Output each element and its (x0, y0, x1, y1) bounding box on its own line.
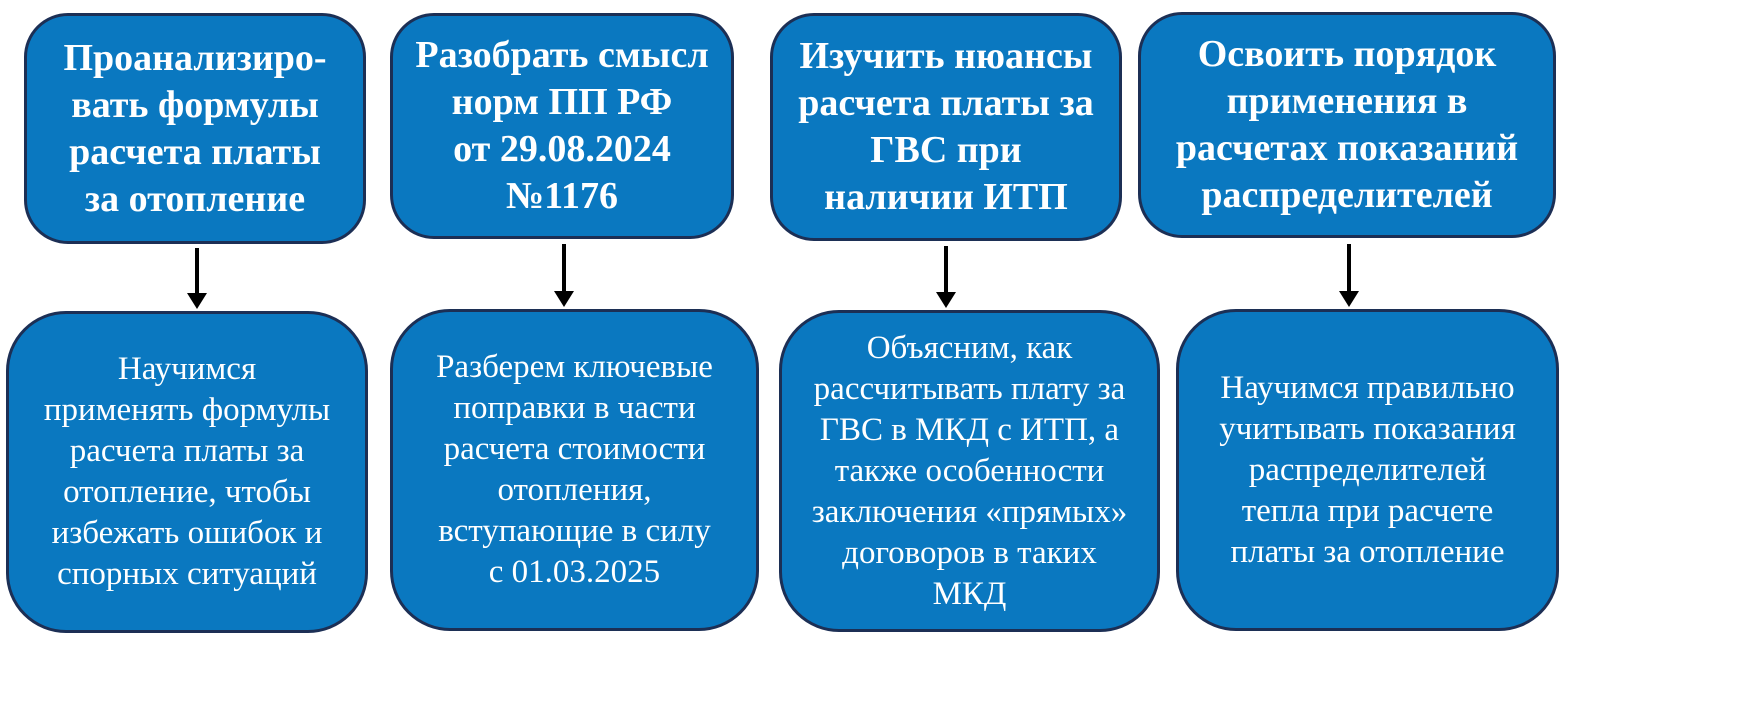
arrow-down-icon-3 (944, 246, 948, 294)
goal-box-4 (1138, 12, 1556, 238)
goal-box-3 (770, 13, 1122, 241)
goal-text-1: Проанализиро- вать формулы расчета платы за отопление (63, 36, 327, 220)
goal-text-2: Разобрать смысл норм ПП РФ от 29.08.2024 №1176 (415, 34, 709, 217)
arrow-down-icon-4 (1347, 244, 1351, 293)
outcome-text-1: Научимся применять формулы расчета платы за отопление, чтобы избежать ошибок и спорных ситуаций (43, 351, 331, 592)
outcome-text-2: Разберем ключевые поправки в части расчета стоимости отопления, вступающие в силу с 01.03.2025 (436, 349, 713, 590)
outcome-box-2 (390, 309, 759, 631)
goal-text-4: Освоить порядок применения в расчетах показаний распределителей (1175, 33, 1519, 216)
goal-box-1 (24, 13, 366, 244)
goal-box-2 (390, 13, 734, 239)
outcome-text-4: Научимся правильно учитывать показания распределителей тепла при расчете платы за отопление (1219, 369, 1516, 570)
arrow-down-icon-1 (195, 248, 199, 295)
outcome-box-1 (6, 311, 368, 633)
outcome-text-3: Объясним, как рассчитывать плату за ГВС в МКД с ИТП, а также особенности заключения «прямых» договоров в таких МКД (811, 329, 1128, 612)
goal-text-3: Изучить нюансы расчета платы за ГВС при наличии ИТП (798, 35, 1094, 218)
arrow-down-icon-2 (562, 244, 566, 293)
outcome-box-4 (1176, 309, 1559, 631)
outcome-box-3 (779, 310, 1160, 632)
